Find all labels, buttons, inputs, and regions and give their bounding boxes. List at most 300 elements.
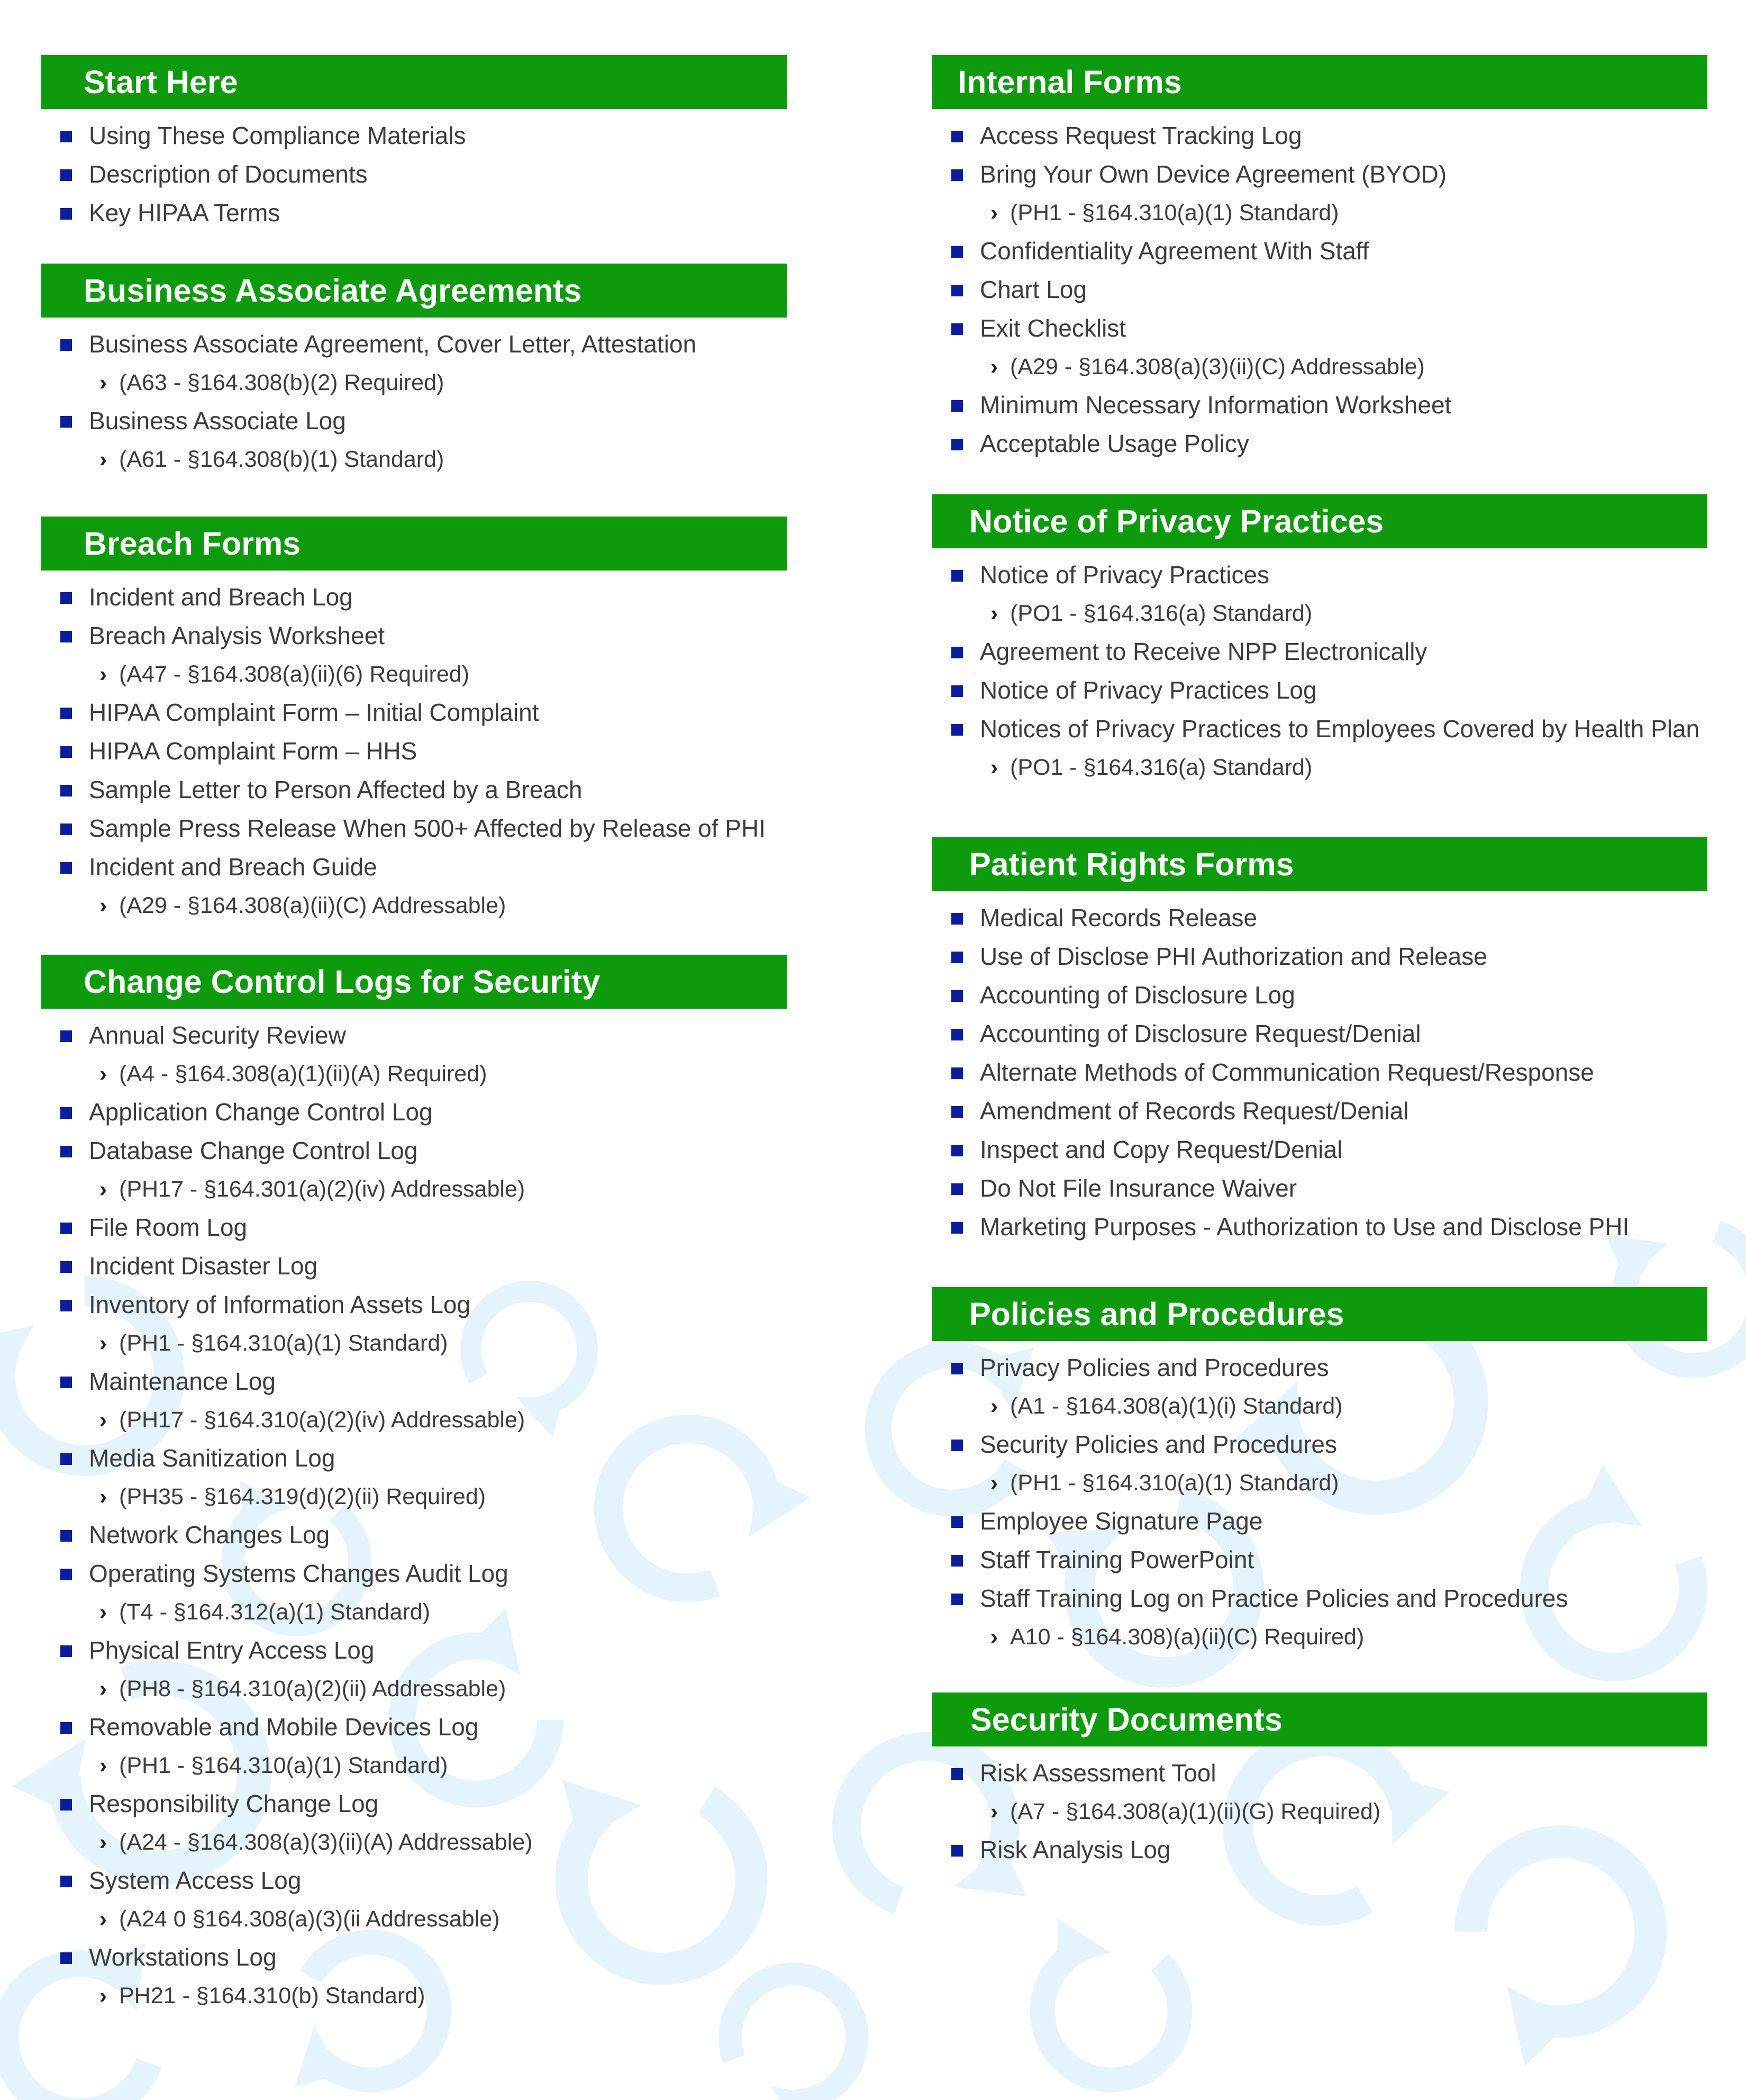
reference-text: (PH8 - §164.310(a)(2)(ii) Addressable) (119, 1676, 506, 1701)
square-bullet-icon (60, 1107, 72, 1119)
chevron-right-icon: › (99, 1330, 107, 1355)
document-item[interactable] (932, 1754, 1707, 1793)
square-bullet-icon (951, 990, 963, 1002)
square-bullet-icon (60, 746, 72, 758)
square-bullet-icon (951, 647, 963, 658)
regulation-reference (41, 1401, 787, 1439)
square-bullet-icon (951, 952, 963, 963)
reference-text: (A61 - §164.308(b)(1) Standard) (119, 447, 444, 472)
item-label: Accounting of Disclosure Log (980, 981, 1295, 1009)
document-item[interactable] (41, 732, 787, 771)
list-item (41, 1132, 787, 1208)
item-label: Database Change Control Log (89, 1137, 418, 1164)
reference-text: (A1 - §164.308(a)(1)(i) Standard) (1010, 1393, 1343, 1419)
list-item (932, 424, 1707, 463)
list-item (41, 1554, 787, 1631)
item-label: Accounting of Disclosure Request/Denial (980, 1020, 1421, 1047)
item-label: Risk Assessment Tool (980, 1759, 1216, 1787)
document-item[interactable] (932, 1015, 1707, 1053)
section-internal-forms (932, 55, 1707, 463)
regulation-reference (41, 1055, 787, 1093)
item-label: Bring Your Own Device Agreement (BYOD) (980, 160, 1447, 188)
chevron-right-icon: › (99, 893, 107, 918)
list-item (932, 899, 1707, 937)
item-label: Business Associate Log (89, 407, 346, 435)
chevron-right-icon: › (99, 1176, 107, 1201)
square-bullet-icon (60, 169, 72, 181)
list-item (932, 1130, 1707, 1169)
document-item[interactable] (41, 1016, 787, 1055)
reference-text: (PH1 - §164.310(a)(1) Standard) (119, 1753, 448, 1778)
reference-text: PH21 - §164.310(b) Standard) (119, 1983, 425, 2008)
chevron-right-icon: › (99, 1484, 107, 1509)
document-item[interactable] (932, 632, 1707, 671)
regulation-reference (41, 440, 787, 478)
list-item (41, 1861, 787, 1938)
document-item[interactable] (41, 771, 787, 809)
square-bullet-icon (951, 1363, 963, 1374)
regulation-reference (932, 1618, 1707, 1656)
document-item[interactable] (932, 155, 1707, 194)
document-item[interactable] (932, 1348, 1707, 1387)
item-label: Amendment of Records Request/Denial (980, 1097, 1409, 1125)
list-item (932, 1831, 1707, 1869)
item-label: Business Associate Agreement, Cover Letter, Attestation (89, 330, 697, 358)
square-bullet-icon (951, 285, 963, 296)
list-item (932, 1208, 1707, 1246)
square-bullet-icon (951, 1845, 963, 1857)
chevron-right-icon: › (990, 601, 998, 626)
list-item (932, 270, 1707, 309)
list-item (41, 1093, 787, 1132)
item-label: Marketing Purposes - Authorization to Use and Disclose PHI (980, 1213, 1630, 1241)
item-label: Incident and Breach Log (89, 583, 353, 611)
square-bullet-icon (60, 592, 72, 604)
section-policies-and-procedures (932, 1287, 1707, 1656)
item-label: Physical Entry Access Log (89, 1636, 375, 1664)
document-item[interactable] (932, 424, 1707, 463)
chevron-right-icon: › (990, 200, 998, 225)
list-item (41, 1362, 787, 1439)
square-bullet-icon (60, 339, 72, 351)
square-bullet-icon (951, 1183, 963, 1195)
item-label: Notices of Privacy Practices to Employees Covered by Health Plan (980, 715, 1700, 743)
reference-text: (A29 - §164.308(a)(ii)(C) Addressable) (119, 893, 506, 918)
item-label: Sample Press Release When 500+ Affected by Release of PHI (89, 814, 766, 842)
reference-text: (A24 0 §164.308(a)(3)(ii Addressable) (119, 1906, 500, 1932)
reference-text: (PH17 - §164.310(a)(2)(iv) Addressable) (119, 1407, 525, 1433)
document-item[interactable] (932, 1831, 1707, 1869)
square-bullet-icon (951, 570, 963, 582)
regulation-reference (41, 1900, 787, 1938)
reference-text: (PH1 - §164.310(a)(1) Standard) (119, 1330, 448, 1356)
square-bullet-icon (951, 1145, 963, 1156)
item-label: Exit Checklist (980, 314, 1126, 342)
document-item[interactable] (41, 1516, 787, 1554)
item-label: HIPAA Complaint Form – HHS (89, 737, 417, 765)
square-bullet-icon (951, 400, 963, 412)
item-label: Operating Systems Changes Audit Log (89, 1560, 508, 1587)
section-patient-rights-forms (932, 837, 1707, 1246)
list-item (41, 1286, 787, 1362)
item-label: Network Changes Log (89, 1521, 330, 1549)
item-list (41, 325, 787, 478)
chevron-right-icon: › (99, 1830, 107, 1854)
item-list (932, 1348, 1707, 1656)
item-label: Agreement to Receive NPP Electronically (980, 638, 1427, 665)
regulation-reference (41, 655, 787, 693)
list-item (41, 693, 787, 732)
document-item[interactable] (932, 270, 1707, 309)
regulation-reference (932, 194, 1707, 232)
document-item[interactable] (932, 937, 1707, 976)
item-label: Do Not File Insurance Waiver (980, 1174, 1297, 1202)
item-label: Medical Records Release (980, 904, 1258, 931)
item-label: Workstations Log (89, 1943, 277, 1971)
regulation-reference (41, 1977, 787, 2015)
reference-text: (PH17 - §164.301(a)(2)(iv) Addressable) (119, 1176, 525, 1202)
chevron-right-icon: › (99, 447, 107, 472)
item-label: Notice of Privacy Practices Log (980, 676, 1317, 704)
reference-text: (PO1 - §164.316(a) Standard) (1010, 601, 1313, 626)
list-item (41, 1016, 787, 1093)
item-list (932, 1754, 1707, 1869)
chevron-right-icon: › (99, 1676, 107, 1701)
list-item (41, 578, 787, 617)
item-label: Chart Log (980, 276, 1087, 303)
list-item (41, 617, 787, 693)
square-bullet-icon (60, 708, 72, 719)
list-item (41, 809, 787, 848)
square-bullet-icon (60, 1569, 72, 1580)
document-item[interactable] (41, 848, 787, 886)
list-item (41, 1247, 787, 1286)
chevron-right-icon: › (990, 1799, 998, 1824)
square-bullet-icon (951, 1594, 963, 1605)
item-list (41, 578, 787, 925)
section-security-documents (932, 1692, 1707, 1869)
list-item (932, 976, 1707, 1015)
list-item (932, 232, 1707, 270)
list-item (932, 710, 1707, 786)
section-header: Business Associate Agreements (41, 264, 787, 318)
regulation-reference (41, 886, 787, 925)
square-bullet-icon (60, 1300, 72, 1311)
regulation-reference (932, 1464, 1707, 1502)
section-start-here (41, 55, 787, 232)
chevron-right-icon: › (99, 1983, 107, 2008)
item-list (41, 116, 787, 232)
chevron-right-icon: › (990, 755, 998, 780)
document-item[interactable] (932, 1502, 1707, 1541)
document-item[interactable] (932, 976, 1707, 1015)
item-label: Employee Signature Page (980, 1507, 1263, 1535)
item-label: System Access Log (89, 1867, 302, 1894)
square-bullet-icon (951, 246, 963, 258)
square-bullet-icon (951, 913, 963, 925)
reference-text: (A63 - §164.308(b)(2) Required) (119, 370, 444, 395)
section-notice-of-privacy-practices (932, 494, 1707, 786)
section-header: Breach Forms (41, 517, 787, 571)
document-item[interactable] (932, 1579, 1707, 1618)
square-bullet-icon (60, 823, 72, 835)
reference-text: (A29 - §164.308(a)(3)(ii)(C) Addressable) (1010, 354, 1425, 379)
chevron-right-icon: › (990, 1470, 998, 1495)
list-item (41, 1708, 787, 1785)
list-item (41, 194, 787, 232)
document-item[interactable] (41, 1132, 787, 1170)
document-item[interactable] (41, 617, 787, 655)
item-label: Access Request Tracking Log (980, 122, 1302, 149)
square-bullet-icon (951, 439, 963, 450)
reference-text: (A47 - §164.308(a)(ii)(6) Required) (119, 662, 470, 687)
list-item (932, 1053, 1707, 1092)
list-item (932, 937, 1707, 976)
document-item[interactable] (932, 1169, 1707, 1208)
square-bullet-icon (951, 685, 963, 697)
square-bullet-icon (951, 1555, 963, 1567)
section-business-associate-agreements (41, 264, 787, 478)
chevron-right-icon: › (99, 662, 107, 686)
document-item[interactable] (41, 809, 787, 848)
document-item[interactable] (932, 899, 1707, 937)
document-item[interactable] (932, 1208, 1707, 1246)
list-item (41, 116, 787, 155)
list-item (932, 155, 1707, 232)
document-item[interactable] (41, 325, 787, 364)
square-bullet-icon (60, 208, 72, 220)
chevron-right-icon: › (990, 354, 998, 379)
item-label: Application Change Control Log (89, 1098, 433, 1126)
item-label: Use of Disclose PHI Authorization and Release (980, 943, 1487, 970)
document-item[interactable] (41, 155, 787, 194)
document-item[interactable] (41, 194, 787, 232)
item-list (41, 1016, 787, 2015)
section-header: Start Here (41, 55, 787, 109)
square-bullet-icon (60, 416, 72, 428)
list-item (41, 1208, 787, 1247)
square-bullet-icon (60, 631, 72, 642)
document-item[interactable] (41, 402, 787, 440)
document-item[interactable] (932, 1130, 1707, 1169)
square-bullet-icon (60, 1876, 72, 1887)
document-item[interactable] (932, 671, 1707, 710)
document-item[interactable] (41, 1362, 787, 1401)
regulation-reference (932, 348, 1707, 386)
document-item[interactable] (41, 693, 787, 732)
regulation-reference (41, 364, 787, 402)
item-label: Media Sanitization Log (89, 1444, 335, 1472)
list-item (932, 1579, 1707, 1656)
item-label: Inventory of Information Assets Log (89, 1291, 471, 1318)
item-label: Notice of Privacy Practices (980, 561, 1270, 589)
item-label: Alternate Methods of Communication Request/Response (980, 1058, 1594, 1086)
item-label: Inspect and Copy Request/Denial (980, 1136, 1343, 1163)
square-bullet-icon (60, 1377, 72, 1388)
regulation-reference (932, 1793, 1707, 1831)
square-bullet-icon (951, 1222, 963, 1234)
chevron-right-icon: › (99, 1906, 107, 1931)
item-label: Minimum Necessary Information Worksheet (980, 391, 1452, 419)
item-label: Responsibility Change Log (89, 1790, 379, 1817)
document-item[interactable] (41, 1861, 787, 1900)
reference-text: (A4 - §164.308(a)(1)(ii)(A) Required) (119, 1061, 487, 1087)
list-item (41, 155, 787, 194)
list-item (932, 1092, 1707, 1130)
document-item[interactable] (41, 1785, 787, 1823)
item-list (932, 899, 1707, 1246)
square-bullet-icon (951, 1440, 963, 1451)
square-bullet-icon (60, 1952, 72, 1964)
chevron-right-icon: › (990, 1624, 998, 1649)
item-label: Removable and Mobile Devices Log (89, 1713, 479, 1741)
list-item (932, 632, 1707, 671)
list-item (932, 1169, 1707, 1208)
item-label: Maintenance Log (89, 1368, 276, 1395)
regulation-reference (41, 1478, 787, 1516)
section-breach-forms (41, 517, 787, 925)
document-item[interactable] (932, 710, 1707, 748)
item-label: Incident Disaster Log (89, 1252, 318, 1280)
item-label: Risk Analysis Log (980, 1836, 1171, 1863)
regulation-reference (41, 1170, 787, 1208)
item-label: Incident and Breach Guide (89, 853, 377, 881)
regulation-reference (41, 1746, 787, 1785)
item-label: Security Policies and Procedures (980, 1431, 1337, 1458)
regulation-reference (41, 1324, 787, 1362)
item-label: Staff Training Log on Practice Policies and Procedures (980, 1585, 1568, 1612)
document-item[interactable] (41, 1631, 787, 1670)
list-item (41, 1516, 787, 1554)
item-label: Acceptable Usage Policy (980, 430, 1249, 457)
regulation-reference (932, 594, 1707, 632)
section-header: Internal Forms (932, 55, 1707, 109)
section-header: Change Control Logs for Security (41, 955, 787, 1009)
square-bullet-icon (951, 1516, 963, 1528)
chevron-right-icon: › (990, 1393, 998, 1418)
item-label: Key HIPAA Terms (89, 199, 280, 227)
square-bullet-icon (60, 1530, 72, 1542)
list-item (41, 1785, 787, 1861)
chevron-right-icon: › (99, 1753, 107, 1778)
document-item[interactable] (932, 1053, 1707, 1092)
item-list (932, 556, 1707, 786)
square-bullet-icon (951, 131, 963, 142)
document-item[interactable] (41, 1938, 787, 1977)
document-item[interactable] (41, 1093, 787, 1132)
list-item (932, 1348, 1707, 1425)
chevron-right-icon: › (99, 370, 107, 395)
square-bullet-icon (60, 131, 72, 142)
regulation-reference (932, 1387, 1707, 1425)
chevron-right-icon: › (99, 1599, 107, 1624)
list-item (41, 1631, 787, 1708)
document-item[interactable] (41, 116, 787, 155)
square-bullet-icon (60, 1223, 72, 1234)
reference-text: (T4 - §164.312(a)(1) Standard) (119, 1599, 430, 1625)
document-item[interactable] (932, 556, 1707, 594)
square-bullet-icon (60, 1799, 72, 1811)
item-label: Staff Training PowerPoint (980, 1546, 1254, 1573)
section-header: Security Documents (932, 1692, 1707, 1746)
regulation-reference (41, 1823, 787, 1861)
item-label: Breach Analysis Worksheet (89, 622, 385, 649)
document-item[interactable] (41, 1708, 787, 1746)
document-item[interactable] (932, 1092, 1707, 1130)
section-header: Patient Rights Forms (932, 837, 1707, 891)
item-list (932, 116, 1707, 463)
document-item[interactable] (932, 232, 1707, 270)
document-item[interactable] (41, 1247, 787, 1286)
square-bullet-icon (60, 1146, 72, 1157)
item-label: Sample Letter to Person Affected by a Breach (89, 776, 583, 803)
reference-text: (PH35 - §164.319(d)(2)(ii) Required) (119, 1484, 486, 1509)
document-item[interactable] (41, 1286, 787, 1324)
chevron-right-icon: › (99, 1061, 107, 1086)
list-item (41, 1439, 787, 1516)
document-item[interactable] (932, 386, 1707, 424)
square-bullet-icon (60, 1645, 72, 1657)
reference-text: (PH1 - §164.310(a)(1) Standard) (1010, 200, 1339, 225)
square-bullet-icon (951, 323, 963, 335)
document-item[interactable] (41, 578, 787, 617)
document-item[interactable] (41, 1554, 787, 1593)
reference-text: (PH1 - §164.310(a)(1) Standard) (1010, 1470, 1339, 1496)
list-item (41, 402, 787, 478)
document-item[interactable] (41, 1208, 787, 1247)
square-bullet-icon (951, 1106, 963, 1118)
item-label: File Room Log (89, 1214, 248, 1241)
list-item (932, 1425, 1707, 1502)
document-item[interactable] (932, 1541, 1707, 1579)
list-item (41, 771, 787, 809)
square-bullet-icon (951, 1067, 963, 1079)
document-item[interactable] (932, 309, 1707, 348)
square-bullet-icon (60, 1453, 72, 1465)
document-item[interactable] (932, 116, 1707, 155)
document-item[interactable] (41, 1439, 787, 1478)
square-bullet-icon (60, 1722, 72, 1734)
section-header: Policies and Procedures (932, 1287, 1707, 1341)
list-item (932, 309, 1707, 386)
list-item (932, 671, 1707, 710)
square-bullet-icon (60, 1030, 72, 1042)
reference-text: (A7 - §164.308(a)(1)(ii)(G) Required) (1010, 1799, 1381, 1824)
list-item (41, 325, 787, 402)
regulation-reference (932, 748, 1707, 786)
reference-text: (PO1 - §164.316(a) Standard) (1010, 755, 1313, 780)
square-bullet-icon (60, 785, 72, 796)
item-label: HIPAA Complaint Form – Initial Complaint (89, 699, 539, 726)
section-header: Notice of Privacy Practices (932, 494, 1707, 548)
square-bullet-icon (951, 169, 963, 181)
list-item (932, 1541, 1707, 1579)
reference-text: A10 - §164.308)(a)(ii)(C) Required) (1010, 1624, 1365, 1650)
item-label: Description of Documents (89, 160, 368, 188)
list-item (932, 386, 1707, 424)
list-item (932, 1502, 1707, 1541)
regulation-reference (41, 1593, 787, 1631)
document-item[interactable] (932, 1425, 1707, 1464)
square-bullet-icon (60, 862, 72, 874)
regulation-reference (41, 1670, 787, 1708)
item-label: Using These Compliance Materials (89, 122, 466, 149)
reference-text: (A24 - §164.308(a)(3)(ii)(A) Addressable) (119, 1830, 533, 1855)
list-item (41, 732, 787, 771)
list-item (41, 848, 787, 925)
list-item (932, 556, 1707, 632)
square-bullet-icon (60, 1261, 72, 1273)
